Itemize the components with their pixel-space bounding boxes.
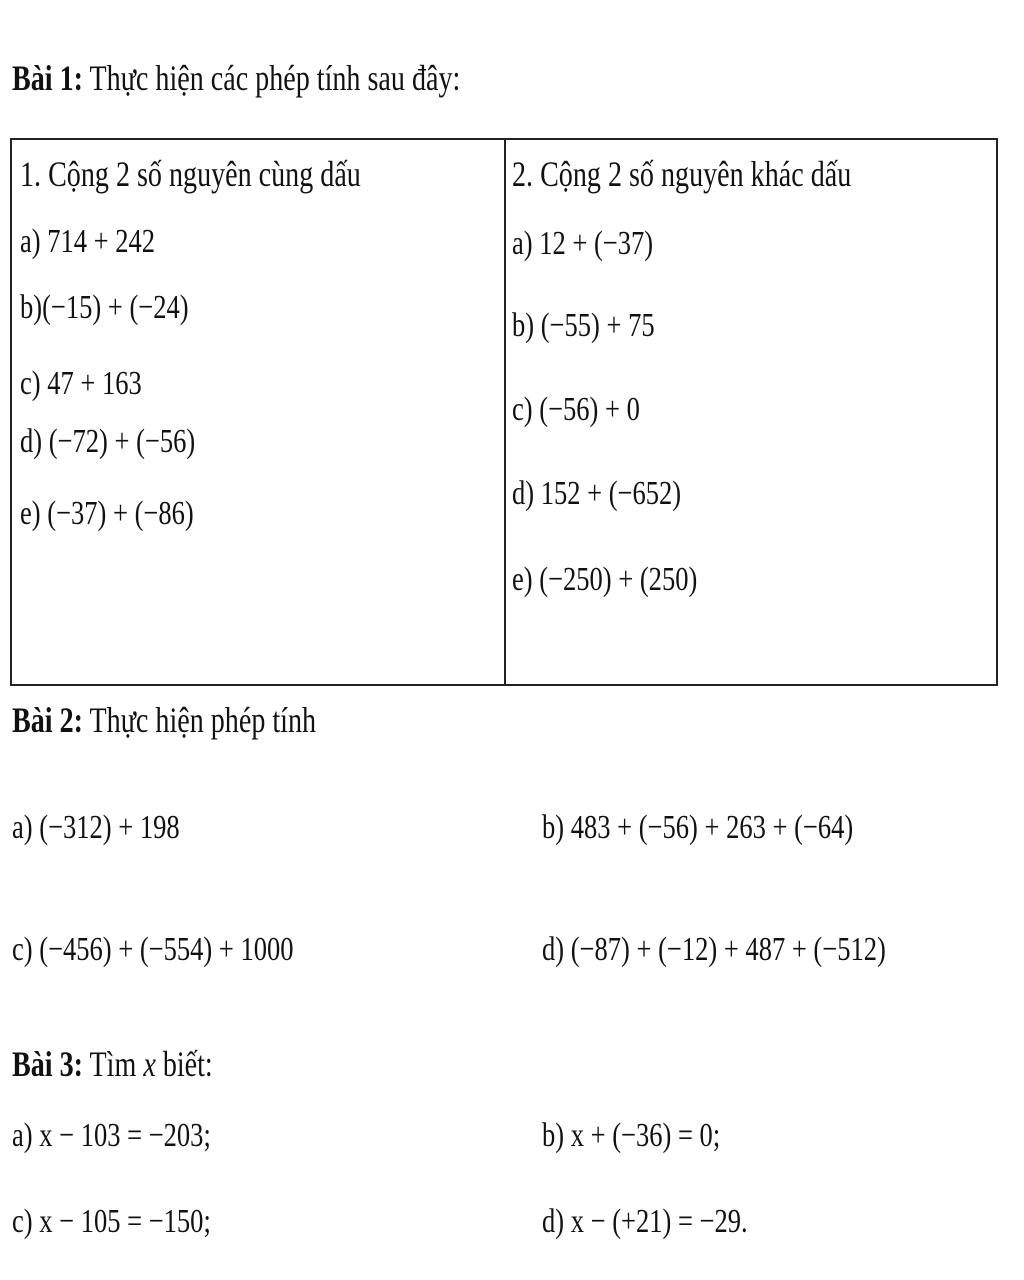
exercise-3-text-before: Tìm: [89, 1044, 137, 1084]
left-item-b: b)(−15) + (−24): [20, 289, 189, 326]
exercise-1-label: Bài 1:: [12, 58, 83, 98]
exercise-3-item-c: c) x − 105 = −150;: [12, 1203, 211, 1240]
exercise-3-text-after: biết:: [162, 1044, 213, 1084]
exercise-3-item-d: d) x − (+21) = −29.: [542, 1203, 748, 1240]
table-column-different-sign: [506, 140, 996, 684]
column-title-different-sign: 2. Cộng 2 số nguyên khác dấu: [512, 154, 852, 194]
exercise-2-item-b: b) 483 + (−56) + 263 + (−64): [542, 809, 854, 846]
exercise-3-item-a: a) x − 103 = −203;: [12, 1117, 211, 1154]
exercise-2-item-c: c) (−456) + (−554) + 1000: [12, 931, 294, 968]
left-item-a: a) 714 + 242: [20, 223, 156, 260]
exercise-2-instruction: Thực hiện phép tính: [89, 700, 317, 740]
exercise-1-table: [10, 138, 998, 686]
column-title-same-sign: 1. Cộng 2 số nguyên cùng dấu: [20, 154, 361, 194]
right-item-b: b) (−55) + 75: [512, 307, 655, 344]
right-item-d: d) 152 + (−652): [512, 475, 682, 512]
exercise-1-instruction: Thực hiện các phép tính sau đây:: [89, 58, 461, 98]
table-column-same-sign: [12, 140, 506, 684]
exercise-2-heading: [12, 700, 316, 740]
right-item-c: c) (−56) + 0: [512, 391, 640, 428]
exercise-3-heading: [12, 1044, 213, 1084]
left-item-e: e) (−37) + (−86): [20, 495, 194, 532]
exercise-2-item-a: a) (−312) + 198: [12, 809, 180, 846]
left-item-d: d) (−72) + (−56): [20, 423, 196, 460]
exercise-2-item-d: d) (−87) + (−12) + 487 + (−512): [542, 931, 886, 968]
exercise-2-label: Bài 2:: [12, 700, 83, 740]
right-item-e: e) (−250) + (250): [512, 561, 698, 598]
left-item-c: c) 47 + 163: [20, 365, 142, 402]
exercise-3-variable: x: [143, 1044, 156, 1084]
right-item-a: a) 12 + (−37): [512, 225, 654, 262]
exercise-1-heading: [12, 58, 460, 98]
exercise-3-label: Bài 3:: [12, 1044, 83, 1084]
exercise-3-item-b: b) x + (−36) = 0;: [542, 1117, 721, 1154]
